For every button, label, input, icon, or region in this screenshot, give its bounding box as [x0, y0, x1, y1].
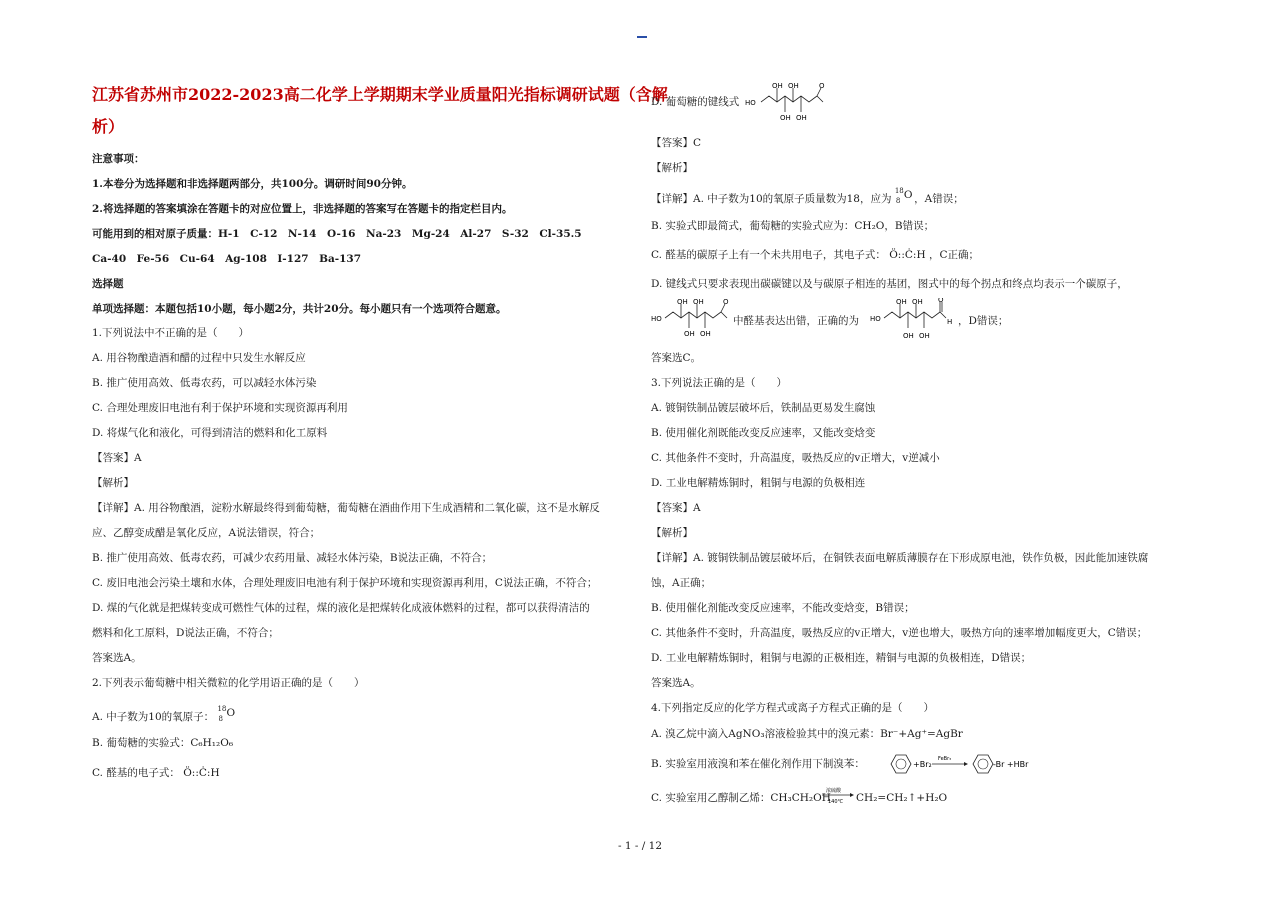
q2-detail-a-end: ，A错误；	[914, 193, 964, 205]
q4-option-b: B. 实验室用液溴和苯在催化剂作用下制溴苯：	[651, 758, 865, 770]
o-label: O	[723, 298, 729, 306]
q3-detail-2: 蚀，A正确；	[651, 577, 712, 589]
q2-conclusion: 答案选C。	[651, 352, 702, 364]
aldehyde-electron-formula: Ö::Ċ:H	[889, 249, 926, 261]
oh-label: OH	[772, 82, 783, 90]
q1-detail-3: B. 推广使用高效、低毒农药，可减少农药用量、减轻水体污染，B说法正确，不符合；	[92, 552, 493, 564]
ethanol-dehydration-arrow	[820, 784, 854, 810]
q4-option-c-product: CH₂=CH₂↑+H₂O	[856, 792, 948, 804]
q3-option-d: D. 工业电解精炼铜时，粗铜与电源的负极相连	[651, 477, 866, 489]
q2-detail-c-text: C. 醛基的碳原子上有一个未共用电子，其电子式：	[651, 249, 886, 261]
q4-stem: 4.下列指定反应的化学方程式或离子方程式正确的是（ ）	[651, 702, 935, 714]
oh-label: OH	[896, 298, 907, 306]
atomic-number: 8	[218, 715, 223, 723]
element-symbol: O	[226, 707, 236, 719]
q2-detail-d-end: ，D错误；	[958, 315, 1009, 327]
q3-detail-1: 【详解】A. 镀铜铁制品镀层破坏后，在铜铁表面电解质薄膜存在下形成原电池，铁作负极，因此能加速铁腐	[651, 552, 1149, 564]
bromine-reagent: +Br₂	[913, 760, 932, 769]
q2-detail-a	[651, 188, 964, 206]
oh-label: OH	[796, 114, 807, 122]
oh-label: OH	[684, 330, 695, 338]
atomic-masses-line1: 可能用到的相对原子质量：H-1 C-12 N-14 O-16 Na-23 Mg-24 Al-27 S-32 Cl-35.5	[92, 228, 582, 240]
single-choice-instructions: 单项选择题：本题包括10小题，每小题2分，共计20分。每小题只有一个选项符合题意。	[92, 303, 507, 315]
temperature-label: 140℃	[828, 799, 844, 805]
bromobenzene-product: -Br +HBr	[993, 760, 1029, 769]
mass-number: 18	[217, 705, 227, 713]
notes-item-2: 2.将选择题的答案填涂在答题卡的对应位置上，非选择题的答案写在答题卡的指定栏目内。	[92, 203, 513, 215]
q3-detail-4: C. 其他条件不变时，升高温度，吸热反应的v正增大，v逆也增大，吸热方向的速率增加幅度更大，C错误；	[651, 627, 1148, 639]
q2-stem: 2.下列表示葡萄糖中相关微粒的化学用语正确的是（ ）	[92, 677, 365, 689]
glucose-skeletal-formula-option	[745, 82, 835, 128]
q3-option-c: C. 其他条件不变时，升高温度，吸热反应的v正增大，v逆减小	[651, 452, 940, 464]
q1-option-a: A. 用谷物酿造酒和醋的过程中只发生水解反应	[92, 352, 306, 364]
q2-option-c-text: C. 醛基的电子式：	[92, 767, 180, 779]
element-symbol: O	[903, 189, 913, 201]
q2-option-a-text: A. 中子数为10的氧原子：	[92, 711, 215, 723]
q3-conclusion: 答案选A。	[651, 677, 701, 689]
q3-answer: 【答案】A	[651, 502, 701, 514]
q3-option-b: B. 使用催化剂既能改变反应速率，又能改变焓变	[651, 427, 876, 439]
glucose-skeletal-svg	[870, 298, 958, 344]
notes-heading: 注意事项：	[92, 153, 145, 165]
mass-number: 18	[894, 187, 904, 195]
q1-analysis-label: 【解析】	[92, 477, 134, 489]
notes-item-1: 1.本卷分为选择题和非选择题两部分，共100分。调研时间90分钟。	[92, 178, 413, 190]
q2-option-c	[92, 766, 220, 780]
q3-stem: 3.下列说法正确的是（ ）	[651, 377, 788, 389]
q4-option-c: C. 实验室用乙醇制乙烯：CH₃CH₂OH	[651, 792, 831, 804]
q2-detail-d: D. 键线式只要求表现出碳碳键以及与碳原子相连的基团，图式中的每个拐点和终点均表示一个碳原子，	[651, 278, 1128, 290]
header-mark	[637, 36, 647, 38]
oxygen-isotope-symbol	[894, 187, 913, 205]
glucose-skeletal-svg	[651, 298, 733, 342]
q2-analysis-label: 【解析】	[651, 162, 693, 174]
q2-option-d: D. 葡萄糖的键线式	[651, 96, 740, 108]
q2-detail-b: B. 实验式即最简式，葡萄糖的实验式应为：CH₂O，B错误；	[651, 220, 935, 232]
q3-detail-3: B. 使用催化剂能改变反应速率，不能改变焓变，B错误；	[651, 602, 915, 614]
section-heading: 选择题	[92, 278, 124, 290]
page-title-line2: 析）	[92, 117, 125, 136]
q1-detail-6: 燃料和化工原料，D说法正确，不符合；	[92, 627, 279, 639]
q1-option-d: D. 将煤气化和液化，可得到清洁的燃料和化工原料	[92, 427, 328, 439]
q1-conclusion: 答案选A。	[92, 652, 142, 664]
benzene-ring-icon	[973, 755, 993, 773]
oh-label: OH	[700, 330, 711, 338]
atomic-number: 8	[895, 197, 901, 205]
oh-label: OH	[912, 298, 923, 306]
q2-detail-c	[651, 248, 979, 262]
catalyst-label: FeBr₃	[938, 756, 952, 762]
atomic-masses-line2: Ca-40 Fe-56 Cu-64 Ag-108 I-127 Ba-137	[92, 253, 362, 265]
oh-label: OH	[693, 298, 704, 306]
bromination-equation	[886, 751, 1036, 781]
q1-option-b: B. 推广使用高效、低毒农药，可以减轻水体污染	[92, 377, 317, 389]
q2-option-a	[92, 705, 236, 724]
ho-label: HO	[870, 315, 881, 323]
q3-detail-5: D. 工业电解精炼铜时，粗铜与电源的正极相连，精铜与电源的负极相连，D错误；	[651, 652, 1032, 664]
q3-option-a: A. 镀铜铁制品镀层破坏后，铁制品更易发生腐蚀	[651, 402, 876, 414]
h-label: H	[947, 318, 953, 326]
oh-label: OH	[677, 298, 688, 306]
o-label: O	[938, 298, 944, 304]
q3-analysis-label: 【解析】	[651, 527, 693, 539]
q4-option-a: A. 溴乙烷中滴入AgNO₃溶液检验其中的溴元素：Br⁻+Ag⁺=AgBr	[651, 728, 963, 740]
q2-detail-d-mid: 中醛基表达出错，正确的为	[733, 315, 859, 327]
page-number: - 1 - / 12	[617, 840, 663, 852]
benzene-ring-icon	[891, 755, 911, 773]
glucose-skeletal-formula-correct	[870, 298, 958, 348]
oh-label: OH	[780, 114, 791, 122]
q1-option-c: C. 合理处理废旧电池有利于保护环境和实现资源再利用	[92, 402, 348, 414]
q1-detail-5: D. 煤的气化就是把煤转变成可燃性气体的过程，煤的液化是把煤转化成液体燃料的过程，都可以获得清洁的	[92, 602, 590, 614]
reaction-arrow-svg	[820, 784, 854, 806]
oh-label: OH	[919, 332, 930, 340]
q1-detail-2: 应、乙醇变成醋是氧化反应，A说法错误，符合；	[92, 527, 321, 539]
acid-catalyst-label: 浓硫酸	[826, 788, 842, 794]
oh-label: OH	[788, 82, 799, 90]
ho-label: HO	[651, 315, 662, 323]
oxygen-isotope-symbol	[217, 705, 236, 723]
q1-stem: 1.下列说法中不正确的是（ ）	[92, 327, 250, 339]
q2-detail-a-text: 【详解】A. 中子数为10的氧原子质量数为18，应为	[651, 193, 892, 205]
q1-answer: 【答案】A	[92, 452, 142, 464]
aldehyde-electron-formula: Ö::Ċ:H	[183, 767, 220, 779]
ho-label: HO	[745, 99, 756, 107]
q1-detail-4: C. 废旧电池会污染土壤和水体，合理处理废旧电池有利于保护环境和实现资源再利用，C说法正确，不符合；	[92, 577, 598, 589]
glucose-skeletal-svg	[745, 82, 835, 124]
page-title-line1: 江苏省苏州市2022-2023高二化学上学期期末学业质量阳光指标调研试题（含解	[92, 85, 668, 104]
q2-detail-c-end: ，C正确；	[928, 249, 979, 261]
glucose-skeletal-formula-wrong	[651, 298, 733, 346]
bromination-svg	[886, 751, 1036, 777]
q2-answer: 【答案】C	[651, 137, 702, 149]
q1-detail-1: 【详解】A. 用谷物酿酒，淀粉水解最终得到葡萄糖，葡萄糖在酒曲作用下生成酒精和二氧化碳，这不是水解反	[92, 502, 600, 514]
o-label: O	[819, 82, 825, 90]
oh-label: OH	[903, 332, 914, 340]
q2-option-b: B. 葡萄糖的实验式：C₆H₁₂O₆	[92, 737, 234, 749]
